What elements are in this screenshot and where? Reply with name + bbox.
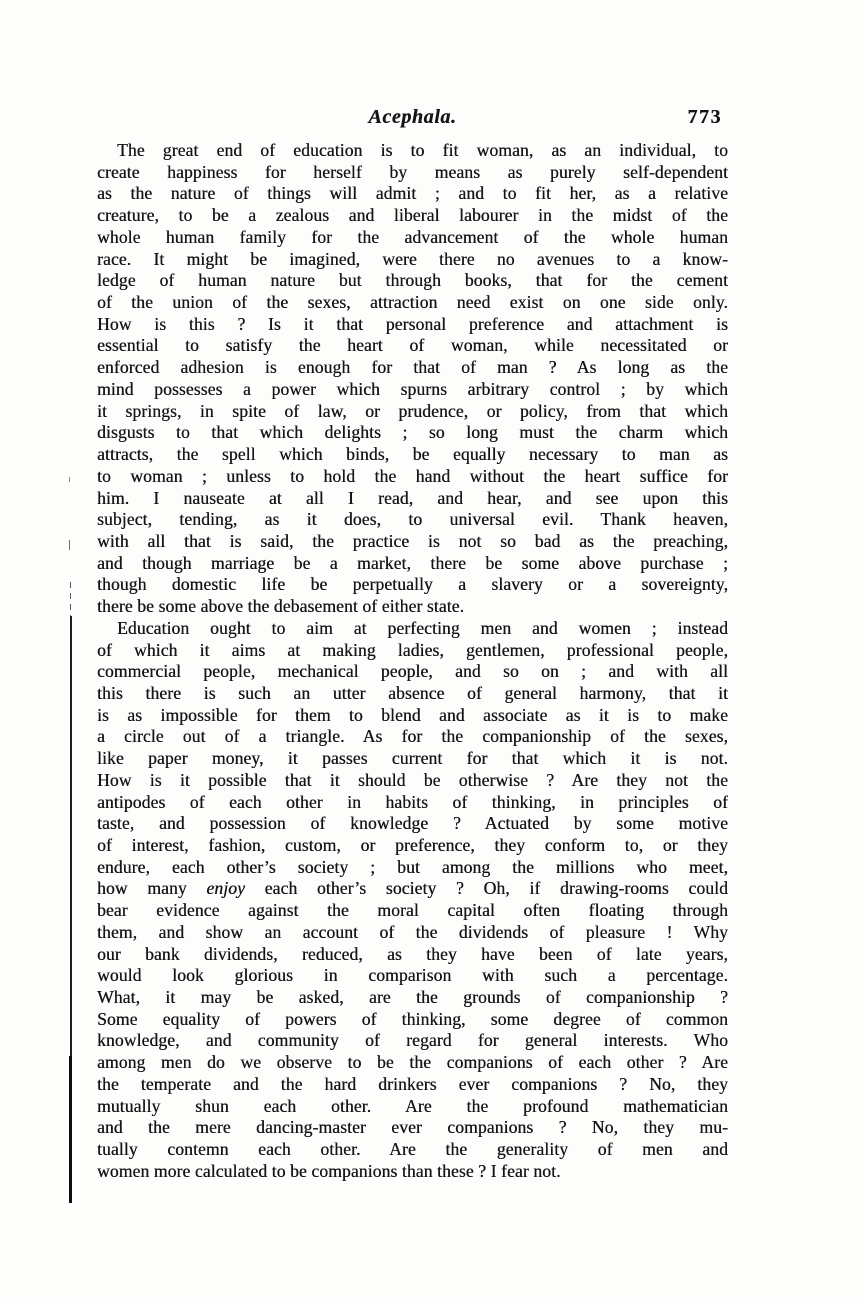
binding-edge-rule [70,616,72,1057]
text-line: subject, tending, as it does, to universal evil. Thank heaven, [97,509,728,530]
text-line: The great end of education is to fit woman, as an individual, to [117,140,728,160]
text-line: race. It might be imagined, were there no avenues to a know- [97,248,728,269]
text-line: like paper money, it passes current for that which it is not. [97,748,728,769]
page-number: 773 [687,106,722,128]
text-line: of the union of the sexes, attraction need exist on one side only. [97,292,728,313]
text-line: the temperate and the hard drinkers ever companions ? No, they [97,1073,728,1094]
text-line: disgusts to that which delights ; so long must the charm which [97,422,728,443]
text-line: mind possesses a power which spurns arbitrary control ; by which [97,378,728,399]
text-line: our bank dividends, reduced, as they have been of late years, [97,943,728,964]
text-line: enforced adhesion is enough for that of man ? As long as the [97,357,728,378]
binding-edge-mark [70,582,71,616]
page-body [97,140,728,1183]
text-line: create happiness for herself by means as purely self-dependent [97,161,728,182]
text-line: bear evidence against the moral capital often floating through [97,900,728,921]
binding-edge-mark [69,477,70,482]
page-title: Acephala. [368,106,457,128]
text-line: How is this ? Is it that personal preference and attachment is [97,313,728,334]
text-line: and though marriage be a market, there be some above purchase ; [97,552,728,573]
text-line: of which it aims at making ladies, gentlemen, professional people, [97,639,728,660]
text-line: ledge of human nature but through books, that for the cement [97,270,728,291]
text-line: it springs, in spite of law, or prudence, or policy, from that which [97,400,728,421]
text-line: there be some above the debasement of either state. [97,596,465,617]
text-line: of interest, fashion, custom, or preference, they conform to, or they [97,835,728,855]
text-line: taste, and possession of knowledge ? Actuated by some motive [97,813,728,834]
text-line: antipodes of each other in habits of thinking, in principles of [97,791,728,812]
text-line: whole human family for the advancement of the whole human [97,226,728,247]
text-line: would look glorious in comparison with such a percentage. [97,965,728,986]
text-line: is as impossible for them to blend and associate as it is to make [97,704,728,725]
paragraph [97,140,728,618]
text-line: with all that is said, the practice is not so bad as the preaching, [97,530,728,551]
text-line: and the mere dancing-master ever companions ? No, they mu- [97,1117,728,1138]
text-line: among men do we observe to be the companions of each other ? Are [97,1052,728,1073]
running-head [97,106,728,132]
text-line: women more calculated to be companions than these ? I fear not. [97,1160,561,1181]
text-line: attracts, the spell which binds, be equally necessary to man as [97,444,728,465]
binding-edge-rule [69,1056,72,1203]
text-line: endure, each other’s society ; but among the millions who meet, [97,856,728,877]
text-line: though domestic life be perpetually a slavery or a sovereignty, [97,574,728,595]
text-line: How is it possible that it should be otherwise ? Are they not the [97,769,728,790]
italic-text: enjoy [206,878,245,899]
text-line: commercial people, mechanical people, and so on ; and with all [97,661,728,682]
text-line: a circle out of a triangle. As for the companionship of the sexes, [97,726,728,747]
text-line: as the nature of things will admit ; and to fit her, as a relative [97,183,728,204]
text-line: creature, to be a zealous and liberal labourer in the midst of the [97,205,728,226]
text-line: how many enjoy each other’s society ? Oh, if drawing-rooms could [97,878,728,899]
text-line: knowledge, and community of regard for general interests. Who [97,1030,728,1051]
text-line: mutually shun each other. Are the profound mathematician [97,1095,728,1116]
paragraph [97,618,728,1183]
text-line: Some equality of powers of thinking, some degree of common [97,1008,728,1029]
text-line: this there is such an utter absence of general harmony, that it [97,682,728,703]
text-line: him. I nauseate at all I read, and hear, and see upon this [97,487,728,508]
text-line: Education ought to aim at perfecting men and women ; instead [117,617,728,638]
text-line: tually contemn each other. Are the generality of men and [97,1139,728,1160]
text-line: What, it may be asked, are the grounds of companionship ? [97,987,728,1008]
text-line: to woman ; unless to hold the hand without the heart suffice for [97,465,728,486]
text-line: them, and show an account of the dividends of pleasure ! Why [97,921,728,942]
binding-edge-mark [69,540,70,550]
text-line: essential to satisfy the heart of woman, while necessitated or [97,335,728,356]
